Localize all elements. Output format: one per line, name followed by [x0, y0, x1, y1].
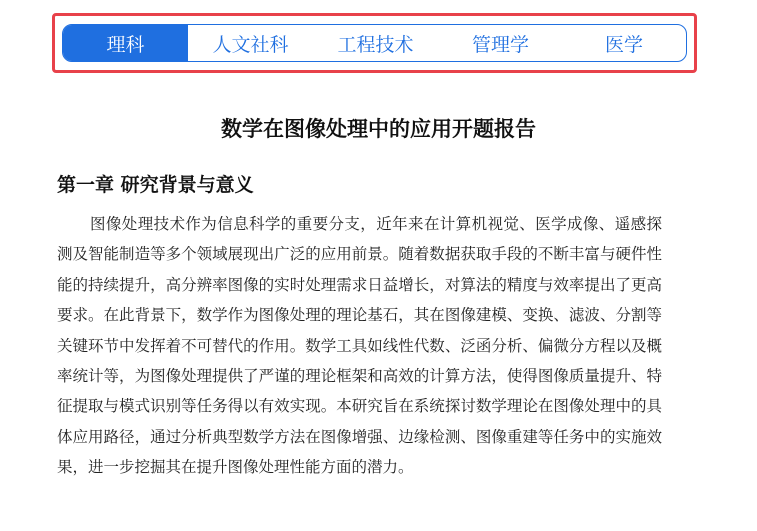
document-title: 数学在图像处理中的应用开题报告 [221, 116, 536, 141]
tab-management[interactable]: 管理学 [471, 33, 529, 56]
subject-tab-bar [62, 24, 687, 62]
tab-science[interactable]: 理科 [63, 25, 188, 61]
chapter-heading: 第一章 研究背景与意义 [57, 174, 254, 196]
tab-engineering-technology[interactable]: 工程技术 [337, 33, 414, 56]
body-paragraph: 图像处理技术作为信息科学的重要分支，近年来在计算机视觉、医学成像、遥感探测及智能制造等多个领域展现出广泛的应用前景。随着数据获取手段的不断丰富与硬件性能的持续提升，高分辨率图像的实时处理需求日益增长，对算法的精度与效率提出了更高要求。在此背景下，数学作为图像处理的理论基石，其在图像建模、变换、滤波、分割等关键环节中发挥着不可替代的作用。数学工具如线性代数、泛函分析、偏微分方程以及概率统计等，为图像处理提供了严谨的理论框架和高效的计算方法，使得图像质量提升、特征提取与模式识别等任务得以有效实现。本研究旨在系统探讨数学理论在图像处理中的具体应用路径，通过分析典型数学方法在图像增强、边缘检测、图像重建等任务中的实施效果，进一步挖掘其在提升图像处理性能方面的潜力。 [57, 215, 662, 477]
tab-humanities-social-sciences[interactable]: 人文社科 [212, 33, 289, 56]
tab-medicine[interactable]: 医学 [604, 33, 643, 56]
